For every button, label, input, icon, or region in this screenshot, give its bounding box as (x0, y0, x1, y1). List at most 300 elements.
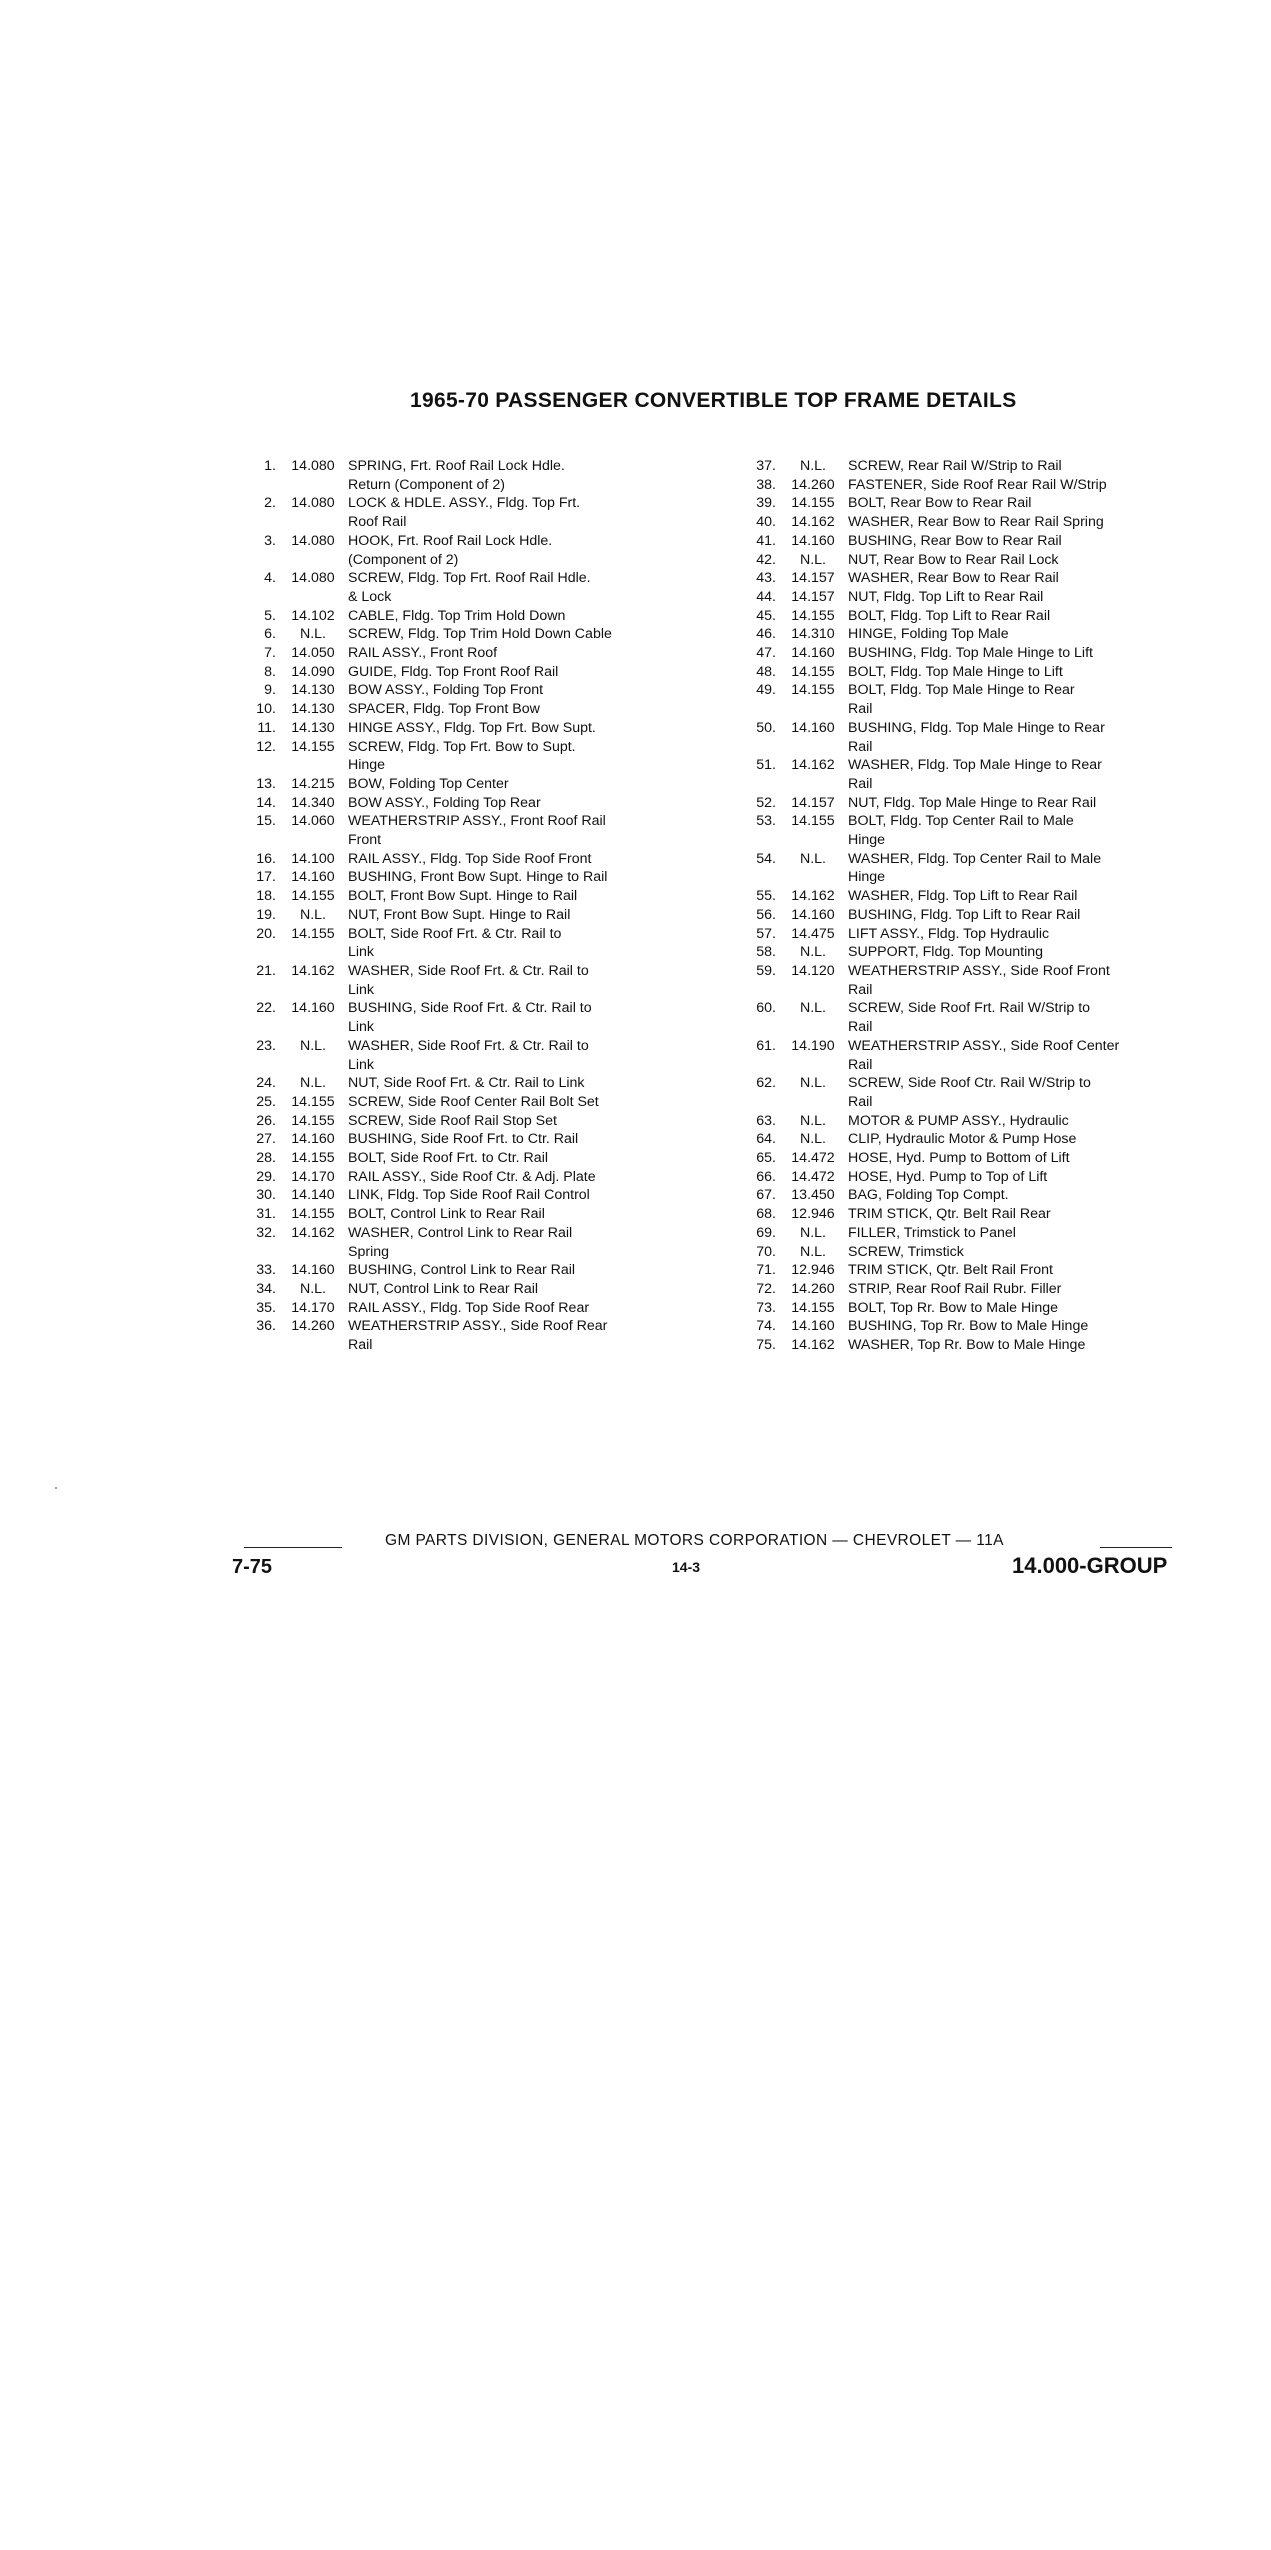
part-description (842, 1336, 1200, 1355)
parts-row (240, 925, 700, 962)
item-number: 16. (256, 850, 276, 867)
group-code: 14.340 (291, 794, 335, 811)
description-line: BOLT, Fldg. Top Male Hinge to Rear (848, 682, 1075, 699)
group-code: 14.160 (291, 1000, 335, 1017)
parts-row (240, 700, 700, 719)
item-number: 2. (264, 495, 276, 512)
item-number: 52. (756, 794, 776, 811)
item-number: 18. (256, 888, 276, 905)
parts-row (240, 1168, 700, 1187)
item-number: 24. (256, 1075, 276, 1092)
part-description (842, 1168, 1200, 1187)
part-description (342, 1074, 700, 1093)
part-description (842, 625, 1200, 644)
description-line: Rail (848, 738, 873, 755)
parts-row (240, 868, 700, 887)
description-line: Hinge (348, 757, 386, 774)
part-description (342, 719, 700, 738)
item-number: 11. (257, 719, 276, 736)
description-line: Hinge (848, 869, 886, 886)
group-code: 14.162 (291, 1224, 335, 1241)
description-line: Link (348, 1056, 375, 1073)
item-number: 65. (756, 1150, 776, 1167)
parts-row (740, 1336, 1200, 1355)
group-code: 14.170 (291, 1168, 335, 1185)
description-line: BOLT, Top Rr. Bow to Male Hinge (848, 1299, 1059, 1316)
description-line: BOLT, Fldg. Top Lift to Rear Rail (848, 607, 1051, 624)
part-description (342, 812, 700, 849)
item-number: 51. (756, 757, 776, 774)
group-code: 14.162 (791, 514, 835, 531)
item-number: 40. (756, 514, 776, 531)
parts-row (740, 906, 1200, 925)
item-number: 61. (756, 1037, 776, 1054)
part-description (342, 868, 700, 887)
description-line: BUSHING, Rear Bow to Rear Rail (848, 532, 1062, 549)
group-code: 14.260 (291, 1318, 335, 1335)
group-code: 14.310 (791, 626, 835, 643)
part-description (342, 794, 700, 813)
description-line: HOSE, Hyd. Pump to Bottom of Lift (848, 1150, 1070, 1167)
parts-row (240, 962, 700, 999)
description-line: SPACER, Fldg. Top Front Bow (348, 701, 540, 718)
group-code: N.L. (799, 1000, 827, 1017)
description-line: BOLT, Fldg. Top Male Hinge to Lift (848, 663, 1063, 680)
parts-row (240, 663, 700, 682)
part-description (842, 1299, 1200, 1318)
group-code: 14.155 (291, 925, 335, 942)
item-number: 9. (264, 682, 276, 699)
part-description (842, 850, 1200, 887)
description-line: Rail (848, 981, 873, 998)
parts-row (740, 962, 1200, 999)
description-line: WEATHERSTRIP ASSY., Side Roof Rear (348, 1318, 608, 1335)
description-line: SCREW, Fldg. Top Frt. Roof Rail Hdle. (348, 570, 591, 587)
parts-row (740, 663, 1200, 682)
parts-row (740, 513, 1200, 532)
description-line: BOW, Folding Top Center (348, 775, 509, 792)
parts-row (240, 1261, 700, 1280)
description-line: HOSE, Hyd. Pump to Top of Lift (848, 1168, 1048, 1185)
item-number: 37. (756, 458, 776, 474)
description-line: SUPPORT, Fldg. Top Mounting (848, 944, 1044, 961)
group-code: N.L. (299, 1280, 327, 1297)
item-number: 34. (256, 1280, 276, 1297)
description-line: NUT, Front Bow Supt. Hinge to Rail (348, 906, 571, 923)
group-code: N.L. (799, 1224, 827, 1241)
group-code: N.L. (799, 1112, 827, 1129)
description-line: CLIP, Hydraulic Motor & Pump Hose (848, 1131, 1077, 1148)
description-line: WASHER, Top Rr. Bow to Male Hinge (848, 1337, 1086, 1354)
parts-row (240, 625, 700, 644)
part-description (842, 812, 1200, 849)
group-code: 12.946 (791, 1262, 835, 1279)
group-code: 14.160 (291, 1262, 335, 1279)
parts-row (740, 999, 1200, 1036)
group-code: 14.155 (291, 1206, 335, 1223)
part-description (842, 607, 1200, 626)
group-code: 14.080 (291, 532, 335, 549)
item-number: 12. (256, 738, 276, 755)
group-code: 14.157 (791, 570, 835, 587)
item-number: 43. (756, 570, 776, 587)
parts-row (240, 1280, 700, 1299)
part-description (342, 906, 700, 925)
description-line: BOLT, Rear Bow to Rear Rail (848, 495, 1032, 512)
part-description (342, 625, 700, 644)
description-line: BOLT, Front Bow Supt. Hinge to Rail (348, 888, 578, 905)
parts-row (740, 1224, 1200, 1243)
item-number: 57. (756, 925, 776, 942)
item-number: 62. (756, 1075, 776, 1092)
item-number: 64. (756, 1131, 776, 1148)
description-line: Rail (848, 1093, 873, 1110)
parts-row (740, 1243, 1200, 1262)
group-code: N.L. (299, 906, 327, 923)
part-description (342, 962, 700, 999)
group-code: 14.155 (291, 1112, 335, 1129)
parts-row (740, 719, 1200, 756)
group-code: N.L. (299, 1037, 327, 1054)
footer-date: 7-75 (232, 1556, 273, 1578)
item-number: 10. (256, 701, 276, 718)
item-number: 30. (256, 1187, 276, 1204)
group-code: 14.155 (791, 663, 835, 680)
group-code: 14.157 (791, 794, 835, 811)
description-line: NUT, Side Roof Frt. & Ctr. Rail to Link (348, 1075, 585, 1092)
description-line: BOW ASSY., Folding Top Front (348, 682, 544, 699)
parts-row (740, 1280, 1200, 1299)
description-line: BUSHING, Top Rr. Bow to Male Hinge (848, 1318, 1089, 1335)
part-description (342, 775, 700, 794)
group-code: N.L. (799, 458, 827, 474)
item-number: 17. (256, 869, 276, 886)
description-line: NUT, Rear Bow to Rear Rail Lock (848, 551, 1059, 568)
group-code: 14.120 (791, 962, 835, 979)
part-description (342, 569, 700, 606)
item-number: 42. (756, 551, 776, 568)
parts-row (740, 794, 1200, 813)
description-line: BOLT, Fldg. Top Center Rail to Male (848, 813, 1074, 830)
description-line: SCREW, Trimstick (848, 1243, 964, 1260)
parts-row (740, 569, 1200, 588)
group-code: 14.160 (291, 869, 335, 886)
description-line: WASHER, Fldg. Top Lift to Rear Rail (848, 888, 1078, 905)
parts-row (740, 551, 1200, 570)
description-line: HINGE ASSY., Fldg. Top Frt. Bow Supt. (348, 719, 596, 736)
footer-rule-right (1100, 1547, 1172, 1548)
part-description (342, 999, 700, 1036)
item-number: 56. (756, 906, 776, 923)
item-number: 3. (264, 532, 276, 549)
parts-row (740, 1168, 1200, 1187)
part-description (342, 1112, 700, 1131)
part-description (342, 1186, 700, 1205)
item-number: 13. (256, 775, 276, 792)
parts-row (740, 1261, 1200, 1280)
item-number: 15. (256, 813, 276, 830)
scan-speck (55, 1487, 57, 1489)
item-number: 46. (756, 626, 776, 643)
group-code: 14.080 (291, 570, 335, 587)
group-code: 14.155 (291, 738, 335, 755)
parts-row (240, 999, 700, 1036)
parts-row (240, 1037, 700, 1074)
description-line: SPRING, Frt. Roof Rail Lock Hdle. (348, 458, 565, 474)
group-code: 14.155 (291, 888, 335, 905)
parts-row (740, 607, 1200, 626)
group-code: 14.100 (291, 850, 335, 867)
description-line: NUT, Control Link to Rear Rail (348, 1280, 539, 1297)
item-number: 68. (756, 1206, 776, 1223)
item-number: 70. (756, 1243, 776, 1260)
group-code: 14.170 (291, 1299, 335, 1316)
item-number: 72. (756, 1280, 776, 1297)
part-description (842, 1280, 1200, 1299)
parts-row (240, 1093, 700, 1112)
item-number: 33. (256, 1262, 276, 1279)
part-description (342, 532, 700, 569)
parts-row (740, 1317, 1200, 1336)
description-line: BUSHING, Control Link to Rear Rail (348, 1262, 576, 1279)
group-code: 14.155 (291, 1150, 335, 1167)
description-line: WEATHERSTRIP ASSY., Front Roof Rail (348, 813, 606, 830)
footer-rule-left (244, 1547, 342, 1548)
part-description (842, 943, 1200, 962)
item-number: 8. (264, 663, 276, 680)
part-description (342, 1261, 700, 1280)
item-number: 63. (756, 1112, 776, 1129)
part-description (842, 1037, 1200, 1074)
part-description (342, 1168, 700, 1187)
parts-row (240, 1317, 700, 1354)
parts-row (240, 1130, 700, 1149)
group-code: N.L. (299, 626, 327, 643)
item-number: 25. (256, 1093, 276, 1110)
parts-row (240, 607, 700, 626)
parts-row (740, 644, 1200, 663)
part-description (842, 756, 1200, 793)
description-line: BOLT, Side Roof Frt. to Ctr. Rail (348, 1150, 549, 1167)
description-line: (Component of 2) (348, 551, 459, 568)
group-code: 14.155 (291, 1093, 335, 1110)
part-description (842, 476, 1200, 495)
parts-row (740, 756, 1200, 793)
description-line: Rail (848, 1019, 873, 1036)
parts-row (240, 775, 700, 794)
description-line: WASHER, Control Link to Rear Rail (348, 1224, 573, 1241)
parts-row (240, 906, 700, 925)
item-number: 50. (756, 719, 776, 736)
description-line: WEATHERSTRIP ASSY., Side Roof Center (848, 1037, 1120, 1054)
parts-row (740, 925, 1200, 944)
item-number: 59. (756, 962, 776, 979)
part-description (342, 1130, 700, 1149)
item-number: 55. (756, 888, 776, 905)
group-code: 14.162 (791, 757, 835, 774)
description-line: Return (Component of 2) (348, 476, 505, 493)
group-code: 14.160 (791, 532, 835, 549)
description-line: MOTOR & PUMP ASSY., Hydraulic (848, 1112, 1069, 1129)
item-number: 69. (756, 1224, 776, 1241)
group-code: 14.130 (291, 701, 335, 718)
item-number: 20. (256, 925, 276, 942)
parts-row (740, 625, 1200, 644)
description-line: GUIDE, Fldg. Top Front Roof Rail (348, 663, 559, 680)
item-number: 54. (756, 850, 776, 867)
parts-row (740, 681, 1200, 718)
group-code: N.L. (799, 1243, 827, 1260)
parts-row (240, 738, 700, 775)
group-code: 14.155 (791, 495, 835, 512)
item-number: 47. (756, 645, 776, 662)
group-code: N.L. (799, 944, 827, 961)
group-code: 14.155 (791, 813, 835, 830)
item-number: 58. (756, 944, 776, 961)
group-code: 14.472 (791, 1168, 835, 1185)
description-line: BUSHING, Fldg. Top Male Hinge to Lift (848, 645, 1093, 662)
description-line: SCREW, Fldg. Top Trim Hold Down Cable (348, 626, 612, 643)
description-line: FILLER, Trimstick to Panel (848, 1224, 1016, 1241)
part-description (842, 906, 1200, 925)
parts-row (240, 681, 700, 700)
group-code: 14.140 (291, 1187, 335, 1204)
description-line: Link (348, 981, 375, 998)
group-code: 14.155 (791, 1299, 835, 1316)
group-code: N.L. (799, 551, 827, 568)
parts-row (240, 719, 700, 738)
parts-row (740, 1299, 1200, 1318)
description-line: NUT, Fldg. Top Male Hinge to Rear Rail (848, 794, 1097, 811)
parts-row (240, 569, 700, 606)
description-line: BOW ASSY., Folding Top Rear (348, 794, 541, 811)
part-description (842, 681, 1200, 718)
part-description (342, 1093, 700, 1112)
footer-page-number: 14-3 (672, 1559, 701, 1575)
description-line: BAG, Folding Top Compt. (848, 1187, 1009, 1204)
parts-row (740, 812, 1200, 849)
description-line: Roof Rail (348, 514, 407, 531)
group-code: 14.160 (791, 1318, 835, 1335)
part-description (842, 494, 1200, 513)
group-code: 14.260 (791, 1280, 835, 1297)
description-line: WEATHERSTRIP ASSY., Side Roof Front (848, 962, 1110, 979)
description-line: Rail (848, 1056, 873, 1073)
group-code: 14.260 (791, 476, 835, 493)
parts-row (240, 494, 700, 531)
parts-row (740, 887, 1200, 906)
description-line: RAIL ASSY., Fldg. Top Side Roof Front (348, 850, 592, 867)
group-code: 14.190 (791, 1037, 835, 1054)
part-description (342, 887, 700, 906)
part-description (342, 1299, 700, 1318)
parts-row (740, 476, 1200, 495)
description-line: TRIM STICK, Qtr. Belt Rail Front (848, 1262, 1053, 1279)
part-description (342, 607, 700, 626)
group-code: 14.130 (291, 682, 335, 699)
part-description (342, 1149, 700, 1168)
item-number: 38. (756, 476, 776, 493)
part-description (842, 1261, 1200, 1280)
item-number: 14. (256, 794, 276, 811)
part-description (842, 962, 1200, 999)
part-description (842, 719, 1200, 756)
parts-row (240, 1205, 700, 1224)
group-code: 14.130 (291, 719, 335, 736)
description-line: HOOK, Frt. Roof Rail Lock Hdle. (348, 532, 553, 549)
item-number: 35. (256, 1299, 276, 1316)
parts-row (740, 532, 1200, 551)
footer-publisher: GM PARTS DIVISION, GENERAL MOTORS CORPORATION — CHEVROLET — 11A (385, 1532, 1004, 1549)
group-code: 14.160 (791, 645, 835, 662)
description-line: WASHER, Fldg. Top Center Rail to Male (848, 850, 1102, 867)
description-line: Rail (348, 1337, 373, 1354)
description-line: SCREW, Fldg. Top Frt. Bow to Supt. (348, 738, 576, 755)
item-number: 48. (756, 663, 776, 680)
part-description (842, 1112, 1200, 1131)
item-number: 6. (264, 626, 276, 643)
part-description (842, 569, 1200, 588)
part-description (342, 663, 700, 682)
part-description (842, 644, 1200, 663)
footer-group: 14.000-GROUP (1012, 1553, 1168, 1578)
item-number: 66. (756, 1168, 776, 1185)
description-line: BUSHING, Side Roof Frt. & Ctr. Rail to (348, 1000, 592, 1017)
part-description (842, 1186, 1200, 1205)
description-line: Rail (848, 701, 873, 718)
item-number: 53. (756, 813, 776, 830)
group-code: 14.080 (291, 458, 335, 474)
part-description (842, 925, 1200, 944)
item-number: 73. (756, 1299, 776, 1316)
description-line: SCREW, Side Roof Ctr. Rail W/Strip to (848, 1075, 1091, 1092)
parts-list-right (740, 457, 1200, 1355)
part-description (842, 887, 1200, 906)
description-line: LIFT ASSY., Fldg. Top Hydraulic (848, 925, 1050, 942)
description-line: & Lock (348, 588, 392, 605)
item-number: 19. (256, 906, 276, 923)
item-number: 60. (756, 1000, 776, 1017)
parts-row (240, 850, 700, 869)
group-code: N.L. (799, 1131, 827, 1148)
item-number: 23. (256, 1037, 276, 1054)
parts-row (740, 1205, 1200, 1224)
part-description (342, 1317, 700, 1354)
description-line: RAIL ASSY., Side Roof Ctr. & Adj. Plate (348, 1168, 596, 1185)
parts-row (740, 1074, 1200, 1111)
part-description (842, 1317, 1200, 1336)
parts-row (240, 1112, 700, 1131)
description-line: BUSHING, Fldg. Top Male Hinge to Rear (848, 719, 1105, 736)
parts-row (240, 812, 700, 849)
parts-row (740, 494, 1200, 513)
part-description (842, 1074, 1200, 1111)
description-line: STRIP, Rear Roof Rail Rubr. Filler (848, 1280, 1062, 1297)
group-code: 14.160 (791, 719, 835, 736)
description-line: HINGE, Folding Top Male (848, 626, 1009, 643)
group-code: 14.475 (791, 925, 835, 942)
parts-row (740, 1130, 1200, 1149)
group-code: 14.080 (291, 495, 335, 512)
group-code: 13.450 (791, 1187, 835, 1204)
part-description (842, 513, 1200, 532)
parts-row (740, 850, 1200, 887)
parts-row (240, 1149, 700, 1168)
group-code: 14.162 (791, 1337, 835, 1354)
item-number: 44. (756, 588, 776, 605)
part-description (842, 1243, 1200, 1262)
group-code: 14.215 (291, 775, 335, 792)
